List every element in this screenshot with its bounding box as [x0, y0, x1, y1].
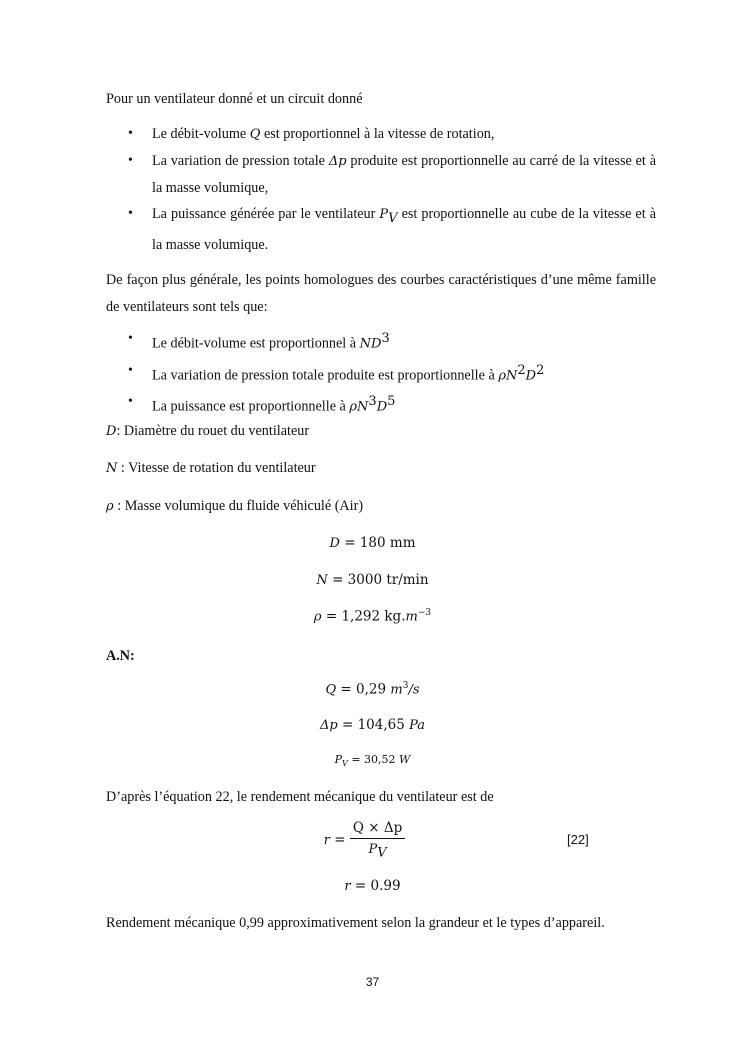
bullet-icon: • [128, 331, 133, 346]
list-item: • La puissance générée par le ventilateur $P_V$ est proportionnelle au cube de la vitesse et à la masse volumique. [106, 201, 656, 258]
equation-rho: ρ = 1,292 $kg.m^{-3}$ [313, 608, 432, 625]
bullet-icon: • [128, 153, 133, 168]
list-item: • La puissance est proportionnelle à $\rho N^3D^5$ [106, 389, 656, 421]
equation-PV: $P_V = 30,52$ W [334, 753, 411, 769]
list-item: • La variation de pression totale produite est proportionnelle à $\rho N^2D^2$ [106, 358, 656, 390]
definition-N: N : Vitesse de rotation du ventilateur [106, 460, 316, 476]
equation-reference: [22] [567, 832, 589, 847]
bullet-list-family [106, 326, 656, 421]
equation-N: N = 3000 tr/min [316, 572, 429, 588]
list-item: • Le débit-volume est proportionnel à $ND^3$ [106, 326, 656, 358]
page-number: 37 [365, 975, 380, 989]
equation-r-value: r = 0.99 [344, 878, 401, 894]
bullet-icon: • [128, 126, 133, 141]
intro-paragraph: Pour un ventilateur donné et un circuit donné [106, 91, 363, 107]
bullet-icon: • [128, 394, 133, 410]
bullet-icon: • [128, 206, 133, 221]
an-label: A.N: [106, 648, 135, 664]
equation-r: r = $\frac{Q \times \Delta p}{P_V}$ [0, 820, 737, 861]
definition-D: D: Diamètre du rouet du ventilateur [106, 423, 310, 439]
bullet-list-proportionality [106, 121, 656, 258]
equation-Q: Q = 0,29 $m^3/s$ [325, 681, 420, 698]
definition-rho: ρ : Masse volumique du fluide véhiculé (Air) [106, 498, 364, 514]
conclusion-paragraph: Rendement mécanique 0,99 approximativement selon la grandeur et le types d’appareil. [106, 915, 605, 931]
list-item: • La variation de pression totale Δp produite est proportionnelle au carré de la vitesse et à la masse volumique, [106, 148, 656, 201]
apres-paragraph: D’après l’équation 22, le rendement mécanique du ventilateur est de [106, 789, 494, 805]
equation-D: D = 180 mm [329, 535, 416, 551]
bullet-icon: • [128, 362, 133, 378]
general-paragraph: De façon plus générale, les points homologues des courbes caractéristiques d’une même famille de ventilateurs sont tels que: [106, 272, 656, 315]
list-item: • Le débit-volume Q est proportionnel à la vitesse de rotation, [106, 121, 656, 148]
equation-dp: Δp = 104,65 Pa [319, 717, 426, 733]
fraction: $\frac{Q \times \Delta p}{P_V}$ [350, 820, 405, 861]
